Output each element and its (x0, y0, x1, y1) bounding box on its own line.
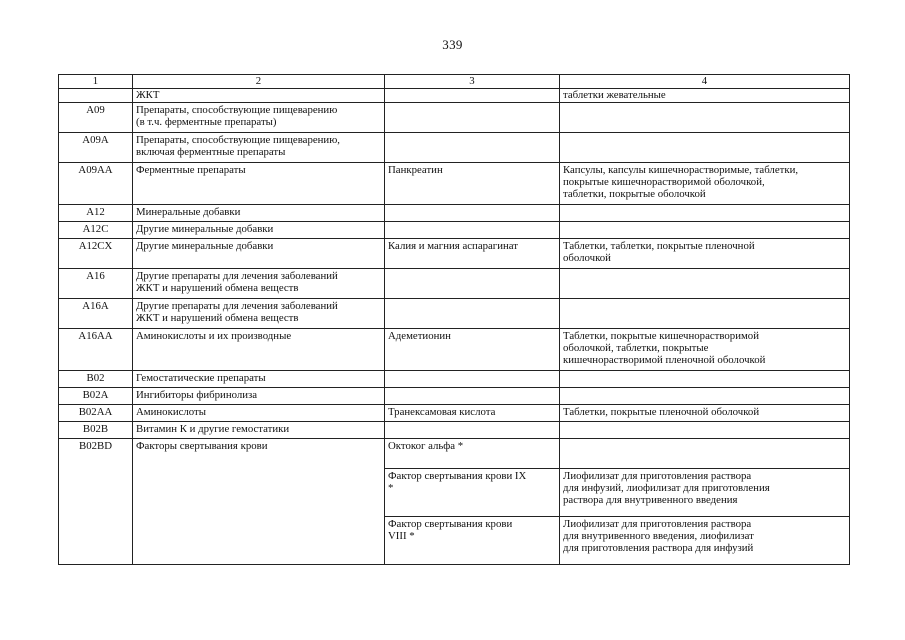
drug-table (58, 74, 850, 565)
group-name-cell: Другие препараты для лечения заболеваний ЖКТ и нарушений обмена веществ (133, 269, 385, 299)
table-row-continuation (59, 89, 850, 103)
table-row (59, 163, 850, 205)
table-row (59, 299, 850, 329)
column-header-4: 4 (560, 75, 850, 89)
substance-cell (385, 89, 560, 103)
atc-code-cell: A09A (59, 133, 133, 163)
table-row (59, 222, 850, 239)
group-name-cell: Факторы свертывания крови (133, 439, 385, 565)
table-row (59, 405, 850, 422)
atc-code-cell: A12 (59, 205, 133, 222)
group-name-cell: Гемостатические препараты (133, 371, 385, 388)
dosage-form-cell: Таблетки, покрытые кишечнорастворимой оболочкой, таблетки, покрытые кишечнорастворимой пленочной оболочкой (560, 329, 850, 371)
dosage-form-cell (560, 371, 850, 388)
substance-cell (385, 422, 560, 439)
group-name-cell: Другие препараты для лечения заболеваний ЖКТ и нарушений обмена веществ (133, 299, 385, 329)
atc-code-cell (59, 89, 133, 103)
dosage-form-cell (560, 222, 850, 239)
atc-code-cell: B02AA (59, 405, 133, 422)
dosage-form-cell (560, 103, 850, 133)
group-name-cell: Препараты, способствующие пищеварению (в т.ч. ферментные препараты) (133, 103, 385, 133)
group-name-cell: Ферментные препараты (133, 163, 385, 205)
dosage-form-cell (560, 422, 850, 439)
column-header-2: 2 (133, 75, 385, 89)
atc-code-cell: A12CX (59, 239, 133, 269)
column-header-1: 1 (59, 75, 133, 89)
table-row (59, 205, 850, 222)
substance-cell (385, 299, 560, 329)
substance-cell: Фактор свертывания крови IX * (385, 469, 560, 517)
dosage-form-cell (560, 269, 850, 299)
dosage-form-cell: Таблетки, таблетки, покрытые пленочной оболочкой (560, 239, 850, 269)
group-name-cell: ЖКТ (133, 89, 385, 103)
dosage-form-cell (560, 388, 850, 405)
substance-cell (385, 269, 560, 299)
dosage-form-cell (560, 133, 850, 163)
atc-code-cell: A16A (59, 299, 133, 329)
substance-cell: Фактор свертывания крови VIII * (385, 517, 560, 565)
atc-code-cell: A09 (59, 103, 133, 133)
dosage-form-cell: Лиофилизат для приготовления раствора для внутривенного введения, лиофилизат для приготовления раствора для инфузий (560, 517, 850, 565)
atc-code-cell: A09AA (59, 163, 133, 205)
group-name-cell: Минеральные добавки (133, 205, 385, 222)
group-name-cell: Препараты, способствующие пищеварению, включая ферментные препараты (133, 133, 385, 163)
table-row (59, 371, 850, 388)
group-name-cell: Ингибиторы фибринолиза (133, 388, 385, 405)
dosage-form-cell: Капсулы, капсулы кишечнорастворимые, таблетки, покрытые кишечнорастворимой оболочкой, таблетки, покрытые оболочкой (560, 163, 850, 205)
substance-cell: Адеметионин (385, 329, 560, 371)
dosage-form-cell (560, 205, 850, 222)
atc-code-cell: A16AA (59, 329, 133, 371)
table-row (59, 388, 850, 405)
atc-code-cell: A16 (59, 269, 133, 299)
table-row (59, 239, 850, 269)
atc-code-cell: B02B (59, 422, 133, 439)
atc-code-cell: B02A (59, 388, 133, 405)
substance-cell: Транексамовая кислота (385, 405, 560, 422)
table-row (59, 133, 850, 163)
dosage-form-cell: таблетки жевательные (560, 89, 850, 103)
substance-cell (385, 205, 560, 222)
substance-cell (385, 371, 560, 388)
table-row (59, 329, 850, 371)
substance-cell (385, 103, 560, 133)
table-row (59, 422, 850, 439)
dosage-form-cell (560, 439, 850, 469)
table-header-row (59, 75, 850, 89)
page-number: 339 (442, 37, 463, 52)
dosage-form-cell (560, 299, 850, 329)
column-header-3: 3 (385, 75, 560, 89)
table-row (59, 269, 850, 299)
substance-cell (385, 133, 560, 163)
table-row (59, 439, 850, 469)
substance-cell: Панкреатин (385, 163, 560, 205)
atc-code-cell: B02BD (59, 439, 133, 565)
atc-code-cell: A12C (59, 222, 133, 239)
substance-cell (385, 222, 560, 239)
group-name-cell: Аминокислоты (133, 405, 385, 422)
group-name-cell: Другие минеральные добавки (133, 239, 385, 269)
group-name-cell: Другие минеральные добавки (133, 222, 385, 239)
atc-code-cell: B02 (59, 371, 133, 388)
group-name-cell: Аминокислоты и их производные (133, 329, 385, 371)
table-row (59, 103, 850, 133)
substance-cell: Калия и магния аспарагинат (385, 239, 560, 269)
dosage-form-cell: Таблетки, покрытые пленочной оболочкой (560, 405, 850, 422)
group-name-cell: Витамин К и другие гемостатики (133, 422, 385, 439)
dosage-form-cell: Лиофилизат для приготовления раствора для инфузий, лиофилизат для приготовления раствора для внутривенного введения (560, 469, 850, 517)
substance-cell (385, 388, 560, 405)
substance-cell: Октоког альфа * (385, 439, 560, 469)
